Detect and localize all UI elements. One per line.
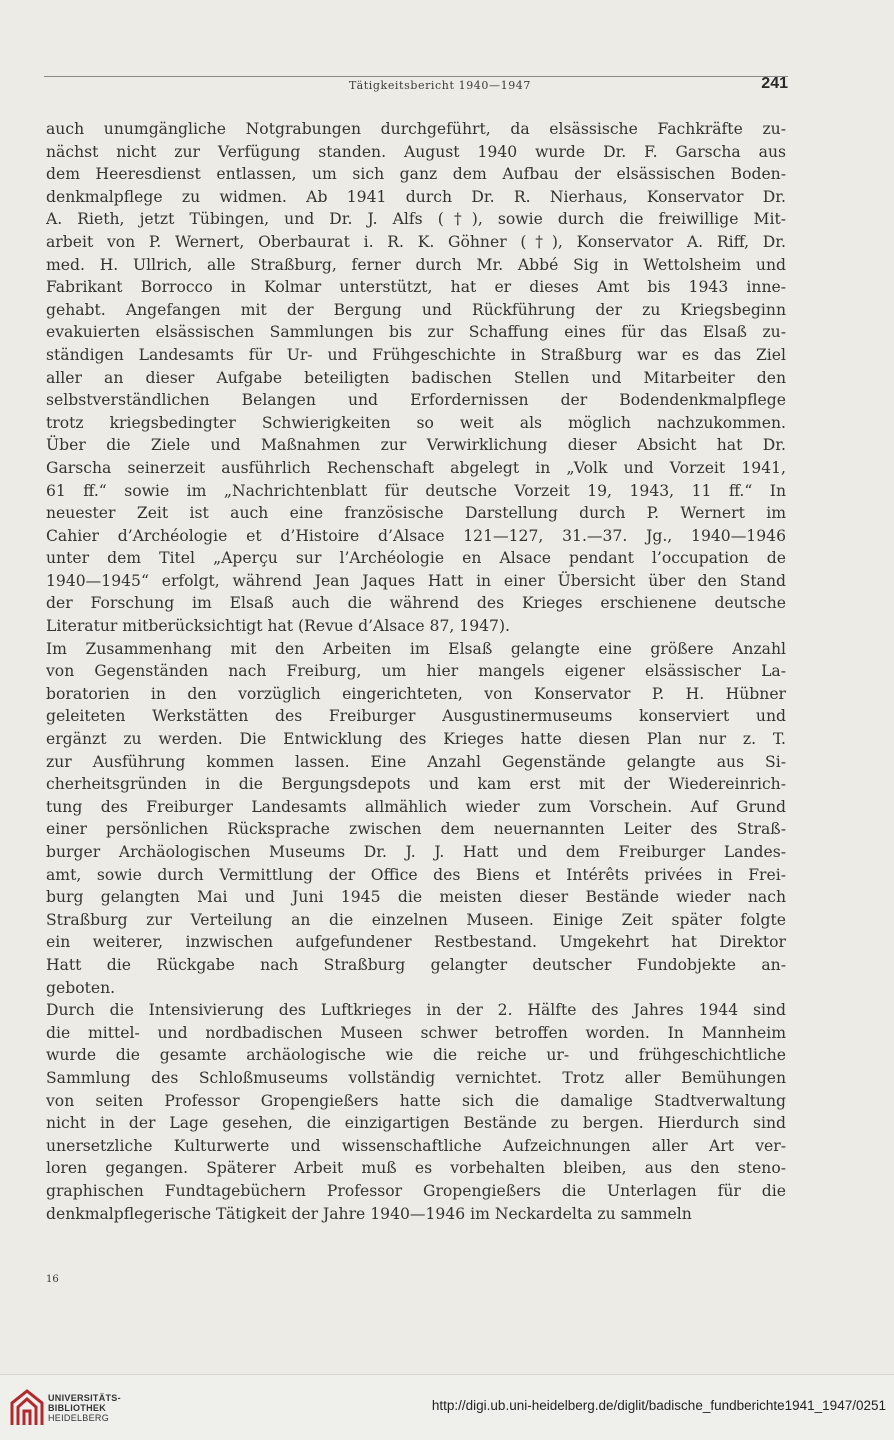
text-line: Im Zusammenhang mit den Arbeiten im Elsaß gelangte eine größere Anzahl <box>46 639 786 658</box>
running-title: Tätigkeitsbericht 1940—1947 <box>349 79 531 92</box>
text-line: ein weiterer, inzwischen aufgefundener Restbestand. Umgekehrt hat Direktor <box>46 933 786 952</box>
text-line: 61 ff.“ sowie im „Nachrichtenblatt für deutsche Vorzeit 19, 1943, 11 ff.“ In <box>46 481 786 500</box>
text-line: amt, sowie durch Vermittlung der Office des Biens et Intérêts privées in Frei- <box>46 865 786 884</box>
library-logo-text <box>48 1393 121 1423</box>
text-line: graphischen Fundtagebüchern Professor Gropengießers die Unterlagen für die <box>46 1181 786 1200</box>
text-line: A. Rieth, jetzt Tübingen, und Dr. J. Alfs (†), sowie durch die freiwillige Mit- <box>46 210 786 229</box>
text-line: tung des Freiburger Landesamts allmählich wieder zum Vorschein. Auf Grund <box>46 797 786 816</box>
logo-line-3: HEIDELBERG <box>48 1413 110 1423</box>
text-line: Straßburg zur Verteilung an die einzelnen Museen. Einige Zeit später folgte <box>46 910 786 929</box>
text-line: boratorien in den vorzüglich eingerichteten, von Konservator P. H. Hübner <box>46 684 786 703</box>
text-line: gehabt. Angefangen mit der Bergung und Rückführung der zu Kriegsbeginn <box>46 300 786 319</box>
text-line: Cahier d’Archéologie et d’Histoire d’Alsace 121—127, 31.—37. Jg., 1940—1946 <box>46 526 786 545</box>
text-line: denkmalpflege zu widmen. Ab 1941 durch Dr. R. Nierhaus, Konservator Dr. <box>46 187 786 206</box>
text-line: neuester Zeit ist auch eine französische Darstellung durch P. Wernert im <box>46 504 786 523</box>
text-line: wurde die gesamte archäologische wie die reiche ur- und frühgeschichtliche <box>46 1046 786 1065</box>
text-line: der Forschung im Elsaß auch die während des Krieges erschienene deutsche <box>46 594 786 613</box>
page-number: 241 <box>761 75 788 92</box>
text-line: aller an dieser Aufgabe beteiligten badischen Stellen und Mitarbeiter den <box>46 368 786 387</box>
logo-line-1: UNIVERSITÄTS- <box>48 1393 121 1403</box>
text-line: Sammlung des Schloßmuseums vollständig vernichtet. Trotz aller Bemühungen <box>46 1068 786 1087</box>
text-line: trotz kriegsbedingter Schwierigkeiten so weit als möglich nachzukommen. <box>46 413 786 432</box>
text-line: ständigen Landesamts für Ur- und Frühgeschichte in Straßburg war es das Ziel <box>46 345 786 364</box>
library-logo[interactable] <box>10 1385 170 1431</box>
text-line: dem Heeresdienst entlassen, um sich ganz dem Aufbau der elsässischen Boden- <box>46 165 786 184</box>
text-line: die mittel- und nordbadischen Museen schwer betroffen worden. In Mannheim <box>46 1023 786 1042</box>
logo-line-2: BIBLIOTHEK <box>48 1403 106 1413</box>
text-line: nächst nicht zur Verfügung standen. August 1940 wurde Dr. F. Garscha aus <box>46 142 786 161</box>
sheet-signature: 16 <box>46 1274 59 1285</box>
text-line: selbstverständlichen Belangen und Erfordernissen der Bodendenkmalpflege <box>46 391 786 410</box>
text-line: Literatur mitberücksichtigt hat (Revue d’Alsace 87, 1947). <box>46 617 511 636</box>
text-line: Fabrikant Borrocco in Kolmar unterstützt, hat er dieses Amt bis 1943 inne- <box>46 278 786 297</box>
text-line: einer persönlichen Rücksprache zwischen dem neuernannten Leiter des Straß- <box>46 820 786 839</box>
text-line: burger Archäologischen Museums Dr. J. J. Hatt und dem Freiburger Landes- <box>46 843 786 861</box>
text-line: loren gegangen. Späterer Arbeit muß es vorbehalten bleiben, aus den steno- <box>46 1159 786 1178</box>
text-line: Garscha seinerzeit ausführlich Rechenschaft abgelegt in „Volk und Vorzeit 1941, <box>46 458 786 477</box>
text-line: Durch die Intensivierung des Luftkrieges in der 2. Hälfte des Jahres 1944 sind <box>46 1001 786 1020</box>
text-line: med. H. Ullrich, alle Straßburg, ferner durch Mr. Abbé Sig in Wettolsheim und <box>46 255 786 274</box>
source-url-link[interactable]: http://digi.ub.uni-heidelberg.de/diglit/badische_fundberichte1941_1947/0251 <box>431 1398 886 1413</box>
text-line: Über die Ziele und Maßnahmen zur Verwirklichung dieser Absicht hat Dr. <box>46 436 786 455</box>
text-line: Hatt die Rückgabe nach Straßburg gelangter deutscher Fundobjekte an- <box>46 955 786 974</box>
footer-bar <box>0 1374 894 1440</box>
text-line: ergänzt zu werden. Die Entwicklung des Krieges hatte diesen Plan nur z. T. <box>46 730 786 749</box>
body-text <box>46 118 786 1225</box>
text-line: nicht in der Lage gesehen, die einzigartigen Bestände zu bergen. Hierdurch sind <box>46 1114 786 1133</box>
text-line: cherheitsgründen in die Bergungsdepots und kam erst mit der Wiedereinrich- <box>46 775 786 794</box>
text-line: zur Ausführung kommen lassen. Eine Anzahl Gegenstände gelangte aus Si- <box>46 752 786 771</box>
text-line: geboten. <box>46 978 116 997</box>
text-line: auch unumgängliche Notgrabungen durchgeführt, da elsässische Fachkräfte zu- <box>46 120 786 138</box>
text-line: 1940—1945“ erfolgt, während Jean Jaques Hatt in einer Übersicht über den Stand <box>46 571 786 590</box>
header-rule <box>44 76 788 77</box>
library-logo-icon <box>10 1389 44 1427</box>
text-line: geleiteten Werkstätten des Freiburger Ausgustinermuseums konserviert und <box>46 707 786 726</box>
text-line: von seiten Professor Gropengießers hatte sich die damalige Stadtverwaltung <box>46 1091 786 1110</box>
text-line: unter dem Titel „Aperçu sur l’Archéologie en Alsace pendant l’occupation de <box>46 549 786 568</box>
text-line: arbeit von P. Wernert, Oberbaurat i. R. K. Göhner (†), Konservator A. Riff, Dr. <box>46 232 786 251</box>
text-line: evakuierten elsässischen Sammlungen bis zur Schaffung eines für das Elsaß zu- <box>46 323 786 342</box>
text-line: von Gegenständen nach Freiburg, um hier mangels eigener elsässischer La- <box>46 662 786 681</box>
text-line: unersetzliche Kulturwerte und wissenschaftliche Aufzeichnungen aller Art ver- <box>46 1136 786 1155</box>
text-line: burg gelangten Mai und Juni 1945 die meisten dieser Bestände wieder nach <box>46 888 786 907</box>
text-line: denkmalpflegerische Tätigkeit der Jahre 1940—1946 im Neckardelta zu sammeln <box>46 1204 692 1223</box>
